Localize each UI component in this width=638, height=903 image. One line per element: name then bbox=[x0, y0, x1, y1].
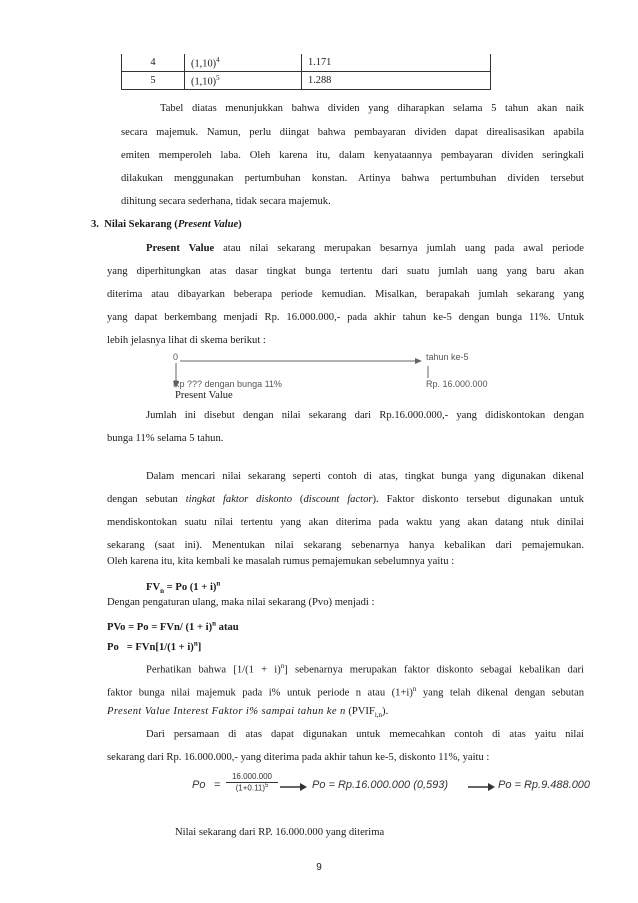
paragraph-line: mendiskontokan suatu nilai tertentu yang akan diterima pada waktu yang akan datang ntuk dinilai bbox=[107, 517, 584, 528]
formula-present-value: PVo = Po = FVn/ $(1 + i)^n$ atau bbox=[107, 619, 239, 633]
timeline-diagram bbox=[170, 352, 510, 392]
section-heading: 3. Nilai Sekarang (Present Value) bbox=[91, 219, 242, 230]
formula-discount: $Po = FVn[1/(1 + i)^n]$ bbox=[107, 639, 202, 653]
paragraph-line: Perhatikan bahwa $[1/(1 + i)^n]$ sebenarnya merupakan faktor diskonto sebagai kebalikan dari bbox=[146, 662, 584, 676]
timeline-right-value: Rp. 16.000.000 bbox=[426, 379, 488, 389]
table-cell: 1.171 bbox=[302, 54, 491, 72]
paragraph-line: Dari persamaan di atas dapat digunakan untuk memecahkan contoh di atas yaitu nilai bbox=[146, 729, 584, 740]
table-cell: 4 bbox=[122, 54, 185, 72]
paragraph-line: Present Value atau nilai sekarang merupakan besarnya jumlah uang pada awal periode bbox=[146, 243, 584, 254]
closing-line: Nilai sekarang dari RP. 16.000.000 yang diterima bbox=[175, 827, 385, 838]
table-row bbox=[122, 72, 491, 90]
paragraph-line: lebih jelasnya lihat di skema berikut : bbox=[107, 335, 266, 346]
paragraph-line: bunga 11% selama 5 tahun. bbox=[107, 433, 224, 444]
fraction: 16.000.000 $(1+0.11)^5$ bbox=[226, 772, 278, 793]
rearrange-line: Dengan pengaturan ulang, maka nilai sekarang (Pvo) menjadi : bbox=[107, 597, 375, 608]
timeline-left-value: Rp ??? dengan bunga 11% bbox=[173, 379, 282, 389]
table-cell: 5 bbox=[122, 72, 185, 90]
table-row bbox=[122, 54, 491, 72]
table-cell: $(1,10)^4$ bbox=[185, 54, 302, 72]
calculation-formula: Po = 16.000.000 $(1+0.11)^5$ Po = Rp.16.000.000 (0,593) Po = Rp.9.488.000 bbox=[192, 772, 591, 793]
paragraph-line: faktor bunga nilai majemuk pada i% untuk periode n atau $(1+i)^n$ yang telah dikenal dengan sebutan bbox=[107, 685, 584, 699]
paragraph-line: dihitung secara sederhana, tidak secara majemuk. bbox=[121, 196, 331, 207]
timeline-start-label: 0 bbox=[173, 352, 179, 362]
table-cell: $(1,10)^5$ bbox=[185, 72, 302, 90]
arrow-right-icon bbox=[468, 783, 496, 791]
paragraph-line: Tabel diatas menunjukkan bahwa dividen yang diharapkan selama 5 tahun akan naik bbox=[160, 103, 584, 114]
page-number: 9 bbox=[316, 862, 322, 873]
arrow-right-icon bbox=[280, 783, 308, 791]
paragraph-line: Oleh karena itu, kita kembali ke masalah rumus pemajemukan sebelumnya yaitu : bbox=[107, 556, 455, 567]
paragraph-line: sekarang (saat ini). Menentukan nilai sekarang sebenarnya hanya kebalikan dari pemajemukan. bbox=[107, 540, 584, 551]
dividend-table bbox=[121, 54, 491, 90]
timeline-end-label: tahun ke-5 bbox=[426, 352, 469, 362]
paragraph-line: yang diperhitungkan atas dasar tingkat bunga tertentu dari suatu jumlah uang yang baru akan bbox=[107, 266, 584, 277]
paragraph-line: diterima atau dibayarkan beberapa periode kemudian. Misalkan, berapakah jumlah sekarang yang bbox=[107, 289, 584, 300]
paragraph-line: sekarang dari Rp. 16.000.000,- yang diterima pada akhir tahun ke-5, diskonto 11%, yaitu : bbox=[107, 752, 490, 763]
paragraph-line: Present Value Interest Faktor i% sampai tahun ke n $(PVIF_{i,n})$. bbox=[107, 706, 389, 720]
paragraph-line: dengan sebutan tingkat faktor diskonto (discount factor). Faktor diskonto tersebut digunakan untuk bbox=[107, 494, 584, 505]
paragraph-line: Dalam mencari nilai sekarang seperti contoh di atas, tingkat bunga yang digunakan dikenal bbox=[146, 471, 584, 482]
diagram-caption: Present Value bbox=[175, 390, 233, 401]
table-cell: 1.288 bbox=[302, 72, 491, 90]
formula-future-value: $FV_n = Po$ $(1 + i)^n$ bbox=[146, 579, 221, 595]
paragraph-line: Jumlah ini disebut dengan nilai sekarang dari Rp.16.000.000,- yang didiskontokan dengan bbox=[146, 410, 584, 421]
paragraph-line: emiten memperoleh laba. Oleh karena itu, dalam kenyataannya pembayaran dividen seringkali bbox=[121, 150, 584, 161]
paragraph-line: secara majemuk. Namun, perlu diingat bahwa pembayaran dividen dapat direalisasikan apabila bbox=[121, 127, 584, 138]
paragraph-line: yang dapat berkembang menjadi Rp. 16.000.000,- pada akhir tahun ke-5 dengan bunga 11%. Untuk bbox=[107, 312, 584, 323]
paragraph-line: dilakukan menggunakan pertumbuhan konstan. Artinya bahwa pertumbuhan dividen tersebut bbox=[121, 173, 584, 184]
